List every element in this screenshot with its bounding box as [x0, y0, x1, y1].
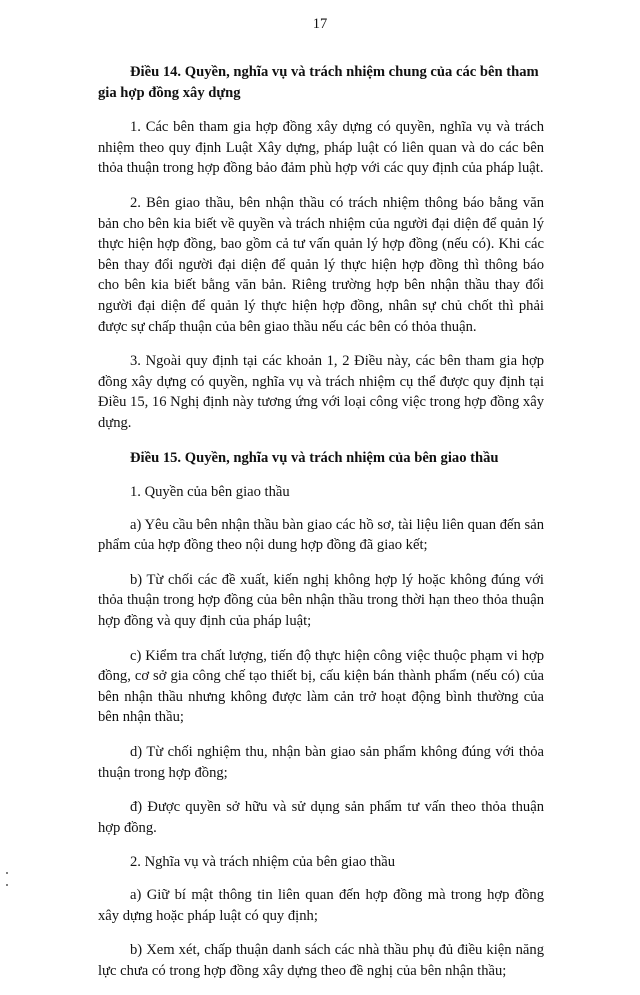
article-15-item-2a: a) Giữ bí mật thông tin liên quan đến hợp đồng mà trong hợp đồng xây dựng hoặc pháp luật có quy định; [98, 887, 544, 924]
article-15-item-2b: b) Xem xét, chấp thuận danh sách các nhà thầu phụ đủ điều kiện năng lực chưa có trong hợp đồng xây dựng theo đề nghị của bên nhận thầu; [98, 942, 544, 979]
scan-speck [6, 884, 8, 886]
article-14-heading: Điều 14. Quyền, nghĩa vụ và trách nhiệm chung của các bên tham gia hợp đồng xây dựng [98, 64, 539, 101]
article-15-item-1d: d) Từ chối nghiệm thu, nhận bàn giao sản phẩm không đúng với thỏa thuận trong hợp đồng; [98, 744, 544, 781]
page-number: 17 [312, 16, 328, 32]
article-15-section-1-title: 1. Quyền của bên giao thầu [130, 484, 290, 501]
article-15-item-1c: c) Kiểm tra chất lượng, tiến độ thực hiện công việc thuộc phạm vi hợp đồng, cơ sở gia công chế tạo thiết bị, cấu kiện bán thành phẩm (nếu có) của bên nhận thầu nhưng không được làm cản trở hoạt động bình thường của bên nhận thầu; [98, 647, 544, 726]
article-14-clause-2: 2. Bên giao thầu, bên nhận thầu có trách nhiệm thông báo bằng văn bản cho bên kia biết về quyền và trách nhiệm của người đại diện để quản lý thực hiện hợp đồng, bao gồm cả tư vấn quản lý hợp đồng (nếu có). Khi các bên thay đổi người đại diện để quản lý thực hiện hợp đồng thì thông báo cho bên kia biết bằng văn bản. Riêng trường hợp bên nhận thầu thay đổi người đại diện để quản lý thực hiện hợp đồng, nhân sự chủ chốt thì phải được sự chấp thuận của bên giao thầu nếu các bên có thỏa thuận. [98, 194, 544, 335]
article-15-item-1a: a) Yêu cầu bên nhận thầu bàn giao các hồ sơ, tài liệu liên quan đến sản phẩm của hợp đồng theo nội dung hợp đồng đã giao kết; [98, 516, 544, 554]
article-14-clause-1: 1. Các bên tham gia hợp đồng xây dựng có quyền, nghĩa vụ và trách nhiệm theo quy định Luật Xây dựng, pháp luật có liên quan và do các bên thỏa thuận trong hợp đồng bảo đảm phù hợp với các quy định của pháp luật. [98, 119, 544, 177]
article-14-clause-3: 3. Ngoài quy định tại các khoản 1, 2 Điều này, các bên tham gia hợp đồng xây dựng có quyền, nghĩa vụ và trách nhiệm cụ thể được quy định tại Điều 15, 16 Nghị định này tương ứng với loại công việc trong hợp đồng xây dựng. [98, 353, 544, 431]
article-15-section-2-title: 2. Nghĩa vụ và trách nhiệm của bên giao thầu [130, 854, 396, 871]
scan-speck [6, 872, 8, 874]
document-body [98, 62, 544, 995]
article-15-item-1dd: đ) Được quyền sở hữu và sử dụng sản phẩm tư vấn theo thỏa thuận hợp đồng. [98, 799, 544, 836]
article-15-item-1b: b) Từ chối các đề xuất, kiến nghị không hợp lý hoặc không đúng với thỏa thuận trong hợp đồng của bên nhận thầu trong thời hạn theo thỏa thuận hợp đồng và quy định của pháp luật; [98, 571, 544, 630]
article-15-heading: Điều 15. Quyền, nghĩa vụ và trách nhiệm của bên giao thầu [130, 449, 499, 466]
